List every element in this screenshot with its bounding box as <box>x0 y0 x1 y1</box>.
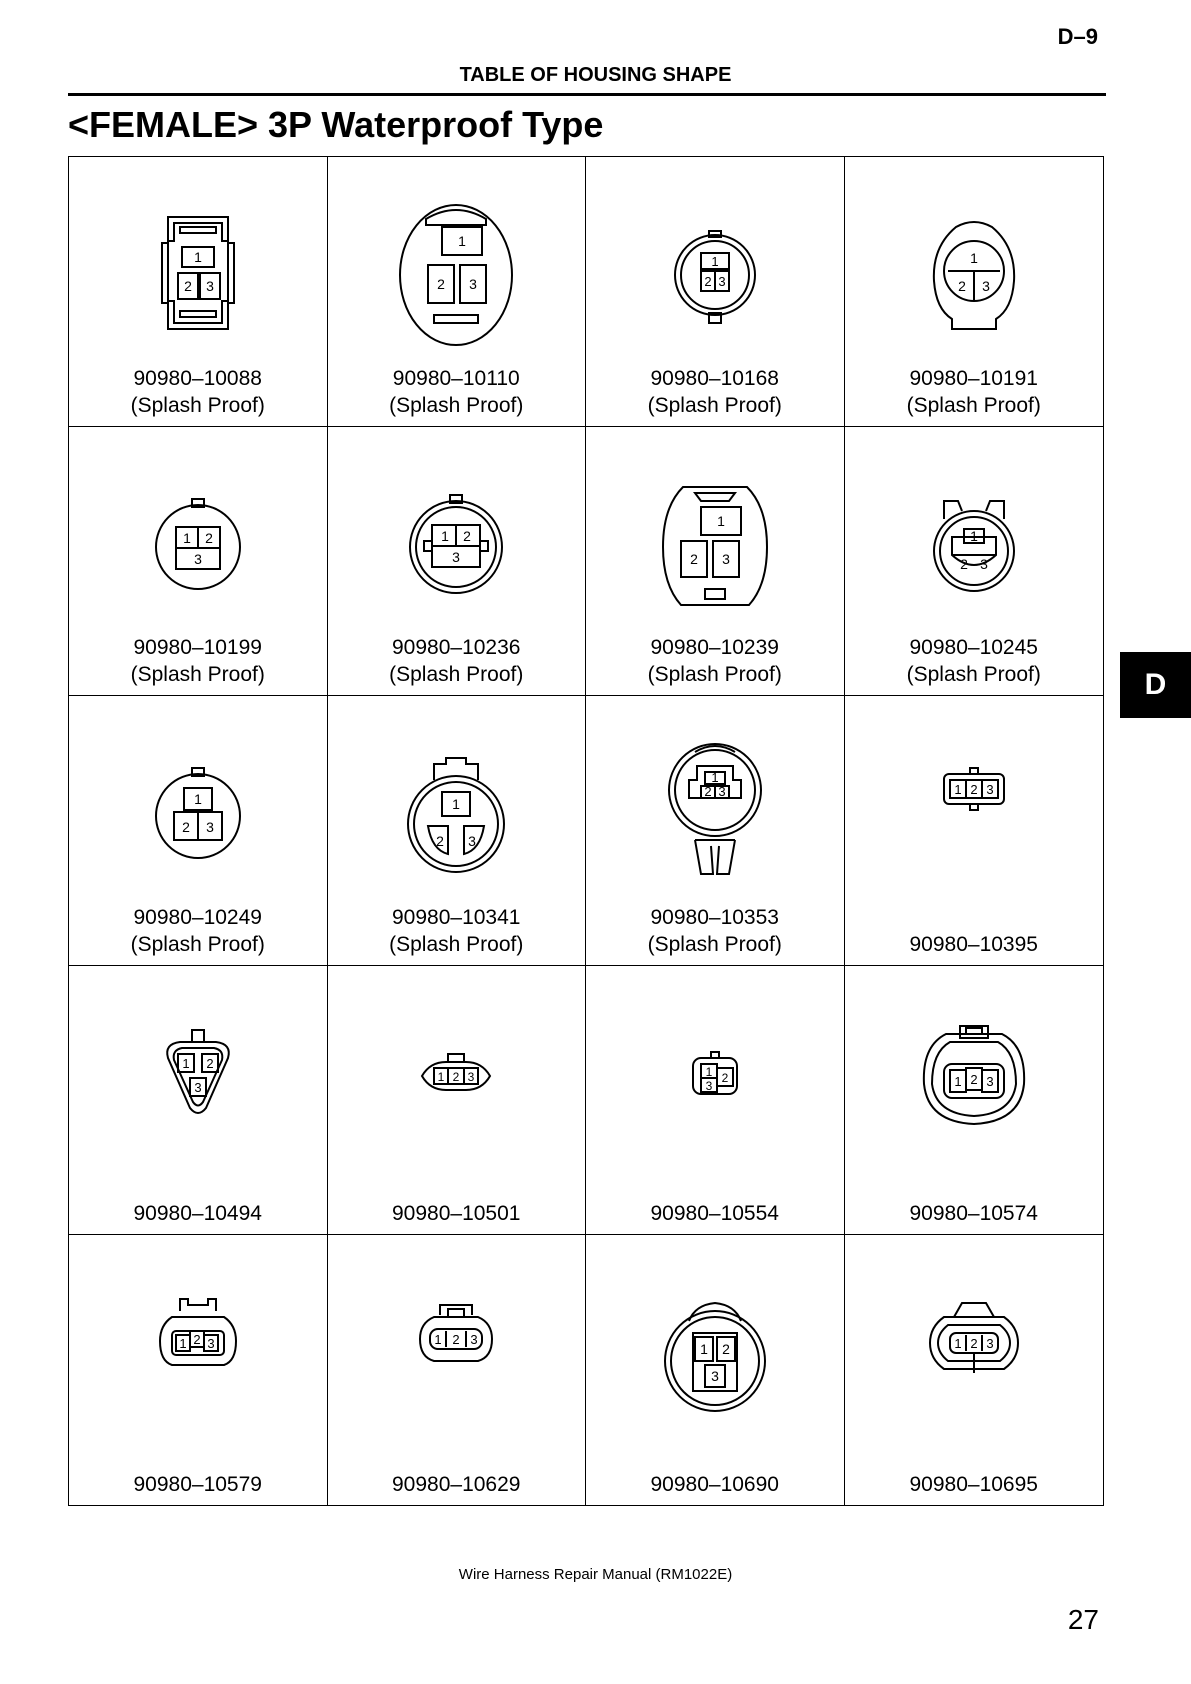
pin-1-label: 1 <box>716 512 725 529</box>
pin-1-label: 1 <box>193 249 202 265</box>
part-note: (Splash Proof) <box>906 393 1041 417</box>
part-number: 90980–10110 <box>392 366 520 390</box>
connector-cell <box>586 1235 845 1505</box>
connector-table <box>68 156 1104 1506</box>
part-note: (Splash Proof) <box>130 932 265 956</box>
connector-diagram <box>904 197 1044 357</box>
part-note: (Splash Proof) <box>647 393 782 417</box>
connector-diagram <box>386 1006 526 1166</box>
connector-cell <box>845 427 1104 697</box>
connector-cell <box>586 427 845 697</box>
part-note: 90980–10501 <box>392 1202 521 1226</box>
pin-1-label: 1 <box>434 1332 442 1348</box>
section-header: TABLE OF HOUSING SHAPE <box>459 64 732 86</box>
pin-1-label: 1 <box>711 770 719 786</box>
connector-cell <box>845 1235 1104 1505</box>
pin-1-label: 1 <box>179 1336 187 1352</box>
pin-3-label: 3 <box>981 278 990 294</box>
pin-1-label: 1 <box>441 527 450 544</box>
pin-3-label: 3 <box>469 276 478 292</box>
pin-1-label: 1 <box>705 1064 713 1079</box>
part-number: 90980–10239 <box>650 636 779 660</box>
part-note: 90980–10629 <box>392 1473 521 1496</box>
connector-cell <box>328 696 587 966</box>
pin-2-label: 2 <box>436 833 445 850</box>
section-tab[interactable]: D <box>1120 652 1191 718</box>
connector-cell <box>69 1235 328 1505</box>
part-note: (Splash Proof) <box>389 932 524 956</box>
part-note: (Splash Proof) <box>130 393 265 417</box>
connector-cell <box>328 427 587 697</box>
connector-cell <box>328 1235 587 1505</box>
part-note: (Splash Proof) <box>130 663 265 687</box>
connector-cell <box>586 696 845 966</box>
pin-1-label: 1 <box>182 529 191 546</box>
connector-diagram <box>128 736 268 896</box>
pin-1-label: 1 <box>954 782 962 798</box>
connector-diagram <box>904 467 1044 627</box>
pin-2-label: 2 <box>970 1336 978 1352</box>
header-rule <box>68 93 1106 96</box>
pin-2-label: 2 <box>689 550 698 567</box>
pin-2-label: 2 <box>704 784 712 800</box>
pin-1-label: 1 <box>711 254 719 269</box>
pin-2-label: 2 <box>721 1070 729 1085</box>
pin-2-label: 2 <box>959 555 968 572</box>
pin-3-label: 3 <box>193 550 202 567</box>
pin-1-label: 1 <box>699 1341 708 1358</box>
pin-3-label: 3 <box>468 833 477 850</box>
connector-diagram <box>128 467 268 627</box>
pin-1-label: 1 <box>182 1055 190 1071</box>
part-note: 90980–10690 <box>650 1473 779 1496</box>
page-number: 27 <box>1067 1604 1099 1635</box>
part-number: 90980–10249 <box>133 905 262 929</box>
pin-2-label: 2 <box>452 1069 460 1084</box>
part-note: (Splash Proof) <box>389 393 524 417</box>
pin-1-label: 1 <box>969 527 978 544</box>
pin-2-label: 2 <box>463 527 472 544</box>
pin-3-label: 3 <box>986 1073 994 1089</box>
part-number: 90980–10245 <box>909 636 1038 660</box>
pin-2-label: 2 <box>183 278 192 294</box>
pin-1-label: 1 <box>954 1073 962 1089</box>
connector-diagram <box>386 736 526 896</box>
pin-1-label: 1 <box>954 1336 962 1352</box>
connector-diagram <box>645 736 785 896</box>
pin-2-label: 2 <box>206 1055 214 1071</box>
pin-3-label: 3 <box>207 1336 215 1352</box>
connector-diagram <box>904 736 1044 896</box>
pin-3-label: 3 <box>718 784 726 800</box>
part-note: (Splash Proof) <box>647 663 782 687</box>
pin-3-label: 3 <box>710 1368 719 1385</box>
part-number: 90980–10236 <box>392 636 521 660</box>
connector-cell <box>845 966 1104 1236</box>
connector-diagram <box>645 197 785 357</box>
pin-3-label: 3 <box>205 819 214 836</box>
part-number: 90980–10088 <box>133 366 262 390</box>
connector-cell <box>69 157 328 427</box>
connector-diagram <box>645 1275 785 1435</box>
pin-1-label: 1 <box>437 1069 445 1084</box>
connector-cell <box>586 157 845 427</box>
pin-3-label: 3 <box>718 274 726 289</box>
part-note: 90980–10574 <box>909 1202 1038 1226</box>
pin-2-label: 2 <box>437 276 446 292</box>
pin-2-label: 2 <box>704 274 712 289</box>
pin-2-label: 2 <box>452 1332 460 1348</box>
connector-diagram <box>386 467 526 627</box>
part-number: 90980–10341 <box>392 905 521 929</box>
connector-diagram <box>645 1006 785 1166</box>
footer: Wire Harness Repair Manual (RM1022E) <box>458 1566 733 1583</box>
connector-diagram <box>904 1006 1044 1166</box>
part-number: 90980–10191 <box>909 366 1038 390</box>
part-note: 90980–10695 <box>909 1473 1038 1496</box>
pin-3-label: 3 <box>194 1079 202 1095</box>
page-title: <FEMALE> 3P Waterproof Type <box>68 104 604 145</box>
pin-1-label: 1 <box>969 250 978 266</box>
part-note: 90980–10554 <box>650 1202 779 1226</box>
pin-3-label: 3 <box>721 550 730 567</box>
connector-diagram <box>128 1006 268 1166</box>
connector-diagram <box>128 197 268 357</box>
connector-cell <box>845 157 1104 427</box>
pin-3-label: 3 <box>470 1332 478 1348</box>
connector-diagram <box>128 1275 268 1435</box>
pin-2-label: 2 <box>204 529 213 546</box>
connector-cell <box>69 966 328 1236</box>
pin-3-label: 3 <box>986 782 994 798</box>
connector-cell <box>845 696 1104 966</box>
pin-2-label: 2 <box>721 1341 730 1358</box>
part-note: 90980–10395 <box>909 932 1038 956</box>
pin-2-label: 2 <box>193 1332 201 1348</box>
connector-cell <box>69 696 328 966</box>
pin-2-label: 2 <box>181 819 190 836</box>
pin-1-label: 1 <box>452 796 461 813</box>
pin-2-label: 2 <box>970 782 978 798</box>
pin-3-label: 3 <box>986 1336 994 1352</box>
pin-3-label: 3 <box>467 1069 475 1084</box>
part-note: (Splash Proof) <box>389 663 524 687</box>
connector-diagram <box>904 1275 1044 1435</box>
pin-2-label: 2 <box>957 278 966 294</box>
pin-3-label: 3 <box>205 278 214 294</box>
pin-2-label: 2 <box>970 1071 978 1087</box>
connector-diagram <box>386 197 526 357</box>
part-note: 90980–10579 <box>133 1473 262 1496</box>
part-note: (Splash Proof) <box>906 663 1041 687</box>
page-code: D–9 <box>1057 24 1098 49</box>
pin-3-label: 3 <box>452 548 461 565</box>
pin-1-label: 1 <box>193 791 202 808</box>
part-number: 90980–10353 <box>650 905 779 929</box>
connector-diagram <box>386 1275 526 1435</box>
part-number: 90980–10168 <box>650 366 779 390</box>
part-note: 90980–10494 <box>133 1202 262 1226</box>
connector-cell <box>328 966 587 1236</box>
part-number: 90980–10199 <box>133 636 262 660</box>
pin-3-label: 3 <box>705 1078 713 1093</box>
connector-cell <box>69 427 328 697</box>
pin-3-label: 3 <box>979 555 988 572</box>
connector-cell <box>328 157 587 427</box>
connector-diagram <box>645 467 785 627</box>
part-note: (Splash Proof) <box>647 932 782 956</box>
pin-1-label: 1 <box>458 233 467 249</box>
connector-cell <box>586 966 845 1236</box>
